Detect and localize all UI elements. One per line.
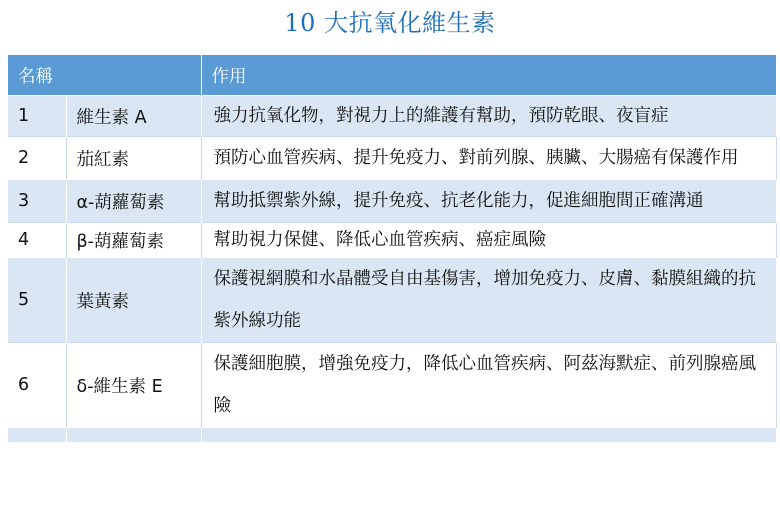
table-row [8, 137, 776, 180]
table-row [8, 258, 776, 343]
vitamin-name: 茄紅素 [66, 137, 201, 180]
vitamin-function: 預防心血管疾病、提升免疫力、對前列腺、胰臟、大腸癌有保護作用 [201, 137, 776, 180]
vitamin-name: δ-維生素 E [66, 343, 201, 428]
vitamin-function: 幫助抵禦紫外線，提升免疫、抗老化能力，促進細胞間正確溝通 [201, 180, 776, 223]
row-number: 6 [8, 343, 66, 428]
vitamin-name: β-葫蘿蔔素 [66, 223, 201, 258]
vitamin-name: 葉黃素 [66, 258, 201, 343]
row-number: 5 [8, 258, 66, 343]
column-header-name: 名稱 [8, 55, 201, 96]
table-row [8, 180, 776, 223]
vitamin-name: α-葫蘿蔔素 [66, 180, 201, 223]
table-header-row [8, 55, 776, 96]
page-title: 10 大抗氧化維生素 [284, 9, 496, 37]
row-number: 3 [8, 180, 66, 223]
table-row [8, 343, 776, 428]
vitamin-function: 保護視網膜和水晶體受自由基傷害，增加免疫力、皮膚、黏膜組織的抗紫外線功能 [201, 258, 776, 343]
vitamin-function: 保護細胞膜，增強免疫力，降低心血管疾病、阿茲海默症、前列腺癌風險 [201, 343, 776, 428]
column-header-function: 作用 [201, 55, 776, 96]
row-number: 2 [8, 137, 66, 180]
table-row-partial [8, 428, 776, 443]
row-number: 1 [8, 96, 66, 137]
vitamin-function: 強力抗氧化物，對視力上的維護有幫助，預防乾眼、夜盲症 [201, 96, 776, 137]
vitamin-name: 維生素 A [66, 96, 201, 137]
table-row [8, 223, 776, 258]
vitamin-function: 幫助視力保健、降低心血管疾病、癌症風險 [201, 223, 776, 258]
table-row [8, 96, 776, 137]
row-number: 4 [8, 223, 66, 258]
vitamin-table [8, 55, 777, 442]
